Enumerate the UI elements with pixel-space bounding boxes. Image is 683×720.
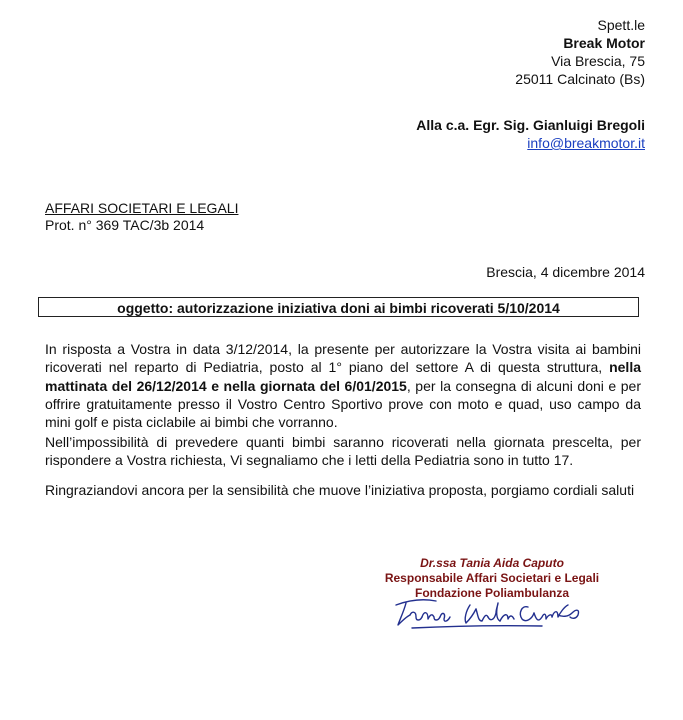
recipient-company: Break Motor [563,35,645,51]
recipient-salutation: Spett.le [597,17,645,33]
email-link[interactable]: info@breakmotor.it [527,135,645,151]
department-block [45,200,238,234]
recipient-city: 25011 Calcinato (Bs) [515,71,645,87]
letter-date: Brescia, 4 dicembre 2014 [486,264,645,280]
body-paragraph-1-bold: nella mattinata del 26/12/2014 e nella giornata del 6/01/2015 [45,359,641,394]
body-paragraph-3: Ringraziandovi ancora per la sensibilità che muove l’iniziativa proposta, porgiamo cordiali saluti [45,482,635,498]
body-paragraph-1-end: , per la consegna di alcuni doni e per offrire gratuitamente presso il Vostro Centro Sportivo prove con moto e quad, uso campo da mini golf e pista ciclabile ai bimbi che vorranno. [45,377,642,431]
signatory-organization: Fondazione Poliambulanza [414,586,569,600]
subject-line: oggetto: autorizzazione iniziativa doni ai bimbi ricoverati 5/10/2014 [38,297,639,317]
department-name: AFFARI SOCIETARI E LEGALI [45,200,239,216]
attention-line: Alla c.a. Egr. Sig. Gianluigi Bregoli [416,117,645,133]
handwritten-signature [392,595,592,631]
recipient-address [515,16,645,88]
body-paragraph-1 [45,340,641,431]
signatory-role: Responsabile Affari Societari e Legali [384,571,600,585]
body-paragraph-1-start: In risposta a Vostra in data 3/12/2014, la presente per autorizzare la Vostra visita ai bambini ricoverati nel reparto di Pediatria, posto al 1° piano del settore A di questa struttura, [45,341,641,376]
body-paragraph-2: Nell’impossibilità di prevedere quanti bimbi saranno ricoverati nella giornata prescelta, per rispondere a Vostra richiesta, Vi segnaliamo che i letti della Pediatria sono in tutto 17. [45,434,641,469]
attention-block [416,116,645,152]
recipient-street: Via Brescia, 75 [551,53,645,69]
protocol-number: Prot. n° 369 TAC/3b 2014 [45,217,205,233]
signatory-name: Dr.ssa Tania Aida Caputo [420,556,564,570]
